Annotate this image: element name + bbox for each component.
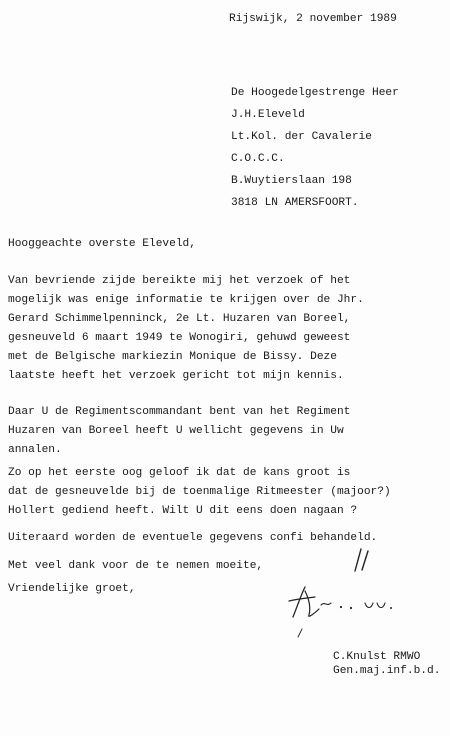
address-line-3: Lt.Kol. der Cavalerie <box>231 131 372 143</box>
date-line: Rijswijk, 2 november 1989 <box>229 13 397 25</box>
sender-rank: Gen.maj.inf.b.d. <box>333 665 441 677</box>
paragraph-2-line-2: Huzaren van Boreel heeft U wellicht gegevens in Uw <box>8 425 344 437</box>
paragraph-3-line-3: Hollert gediend heeft. Wilt U dit eens doen nagaan ? <box>8 505 358 517</box>
handwritten-mark-icon <box>345 545 375 575</box>
paragraph-4: Uiteraard worden de eventuele gegevens confi behandeld. <box>8 532 378 544</box>
address-line-1: De Hoogedelgestrenge Heer <box>231 87 399 99</box>
paragraph-1-line-4: gesneuveld 6 maart 1949 te Wonogiri, gehuwd geweest <box>8 332 351 344</box>
paragraph-2-line-1: Daar U de Regimentscommandant bent van het Regiment <box>8 406 351 418</box>
address-line-5: B.Wuytierslaan 198 <box>231 175 352 187</box>
paragraph-1-line-2: mogelijk was enige informatie te krijgen over de Jhr. <box>8 294 364 306</box>
address-line-4: C.O.C.C. <box>231 153 285 165</box>
closing-line: Vriendelijke groet, <box>8 583 136 595</box>
paragraph-1-line-6: laatste heeft het verzoek gericht tot mijn kennis. <box>8 370 344 382</box>
paragraph-2-line-3: annalen. <box>8 444 62 456</box>
sender-name: C.Knulst RMWO <box>333 651 421 663</box>
address-line-2: J.H.Eleveld <box>231 109 305 121</box>
thanks-line: Met veel dank voor de te nemen moeite, <box>8 560 264 572</box>
paragraph-3-line-2: dat de gesneuvelde bij de toenmalige Ritmeester (majoor?) <box>8 486 391 498</box>
salutation: Hooggeachte overste Eleveld, <box>8 238 196 250</box>
paragraph-1-line-3: Gerard Schimmelpenninck, 2e Lt. Huzaren van Boreel, <box>8 313 351 325</box>
handwritten-signature-icon <box>285 583 405 623</box>
paragraph-1-line-5: met de Belgische markiezin Monique de Bissy. Deze <box>8 351 337 363</box>
address-line-6: 3818 LN AMERSFOORT. <box>231 197 359 209</box>
paragraph-1-line-1: Van bevriende zijde bereikte mij het verzoek of het <box>8 275 351 287</box>
paragraph-3-line-1: Zo op het eerste oog geloof ik dat de kans groot is <box>8 467 351 479</box>
pen-stroke-icon <box>296 628 304 638</box>
